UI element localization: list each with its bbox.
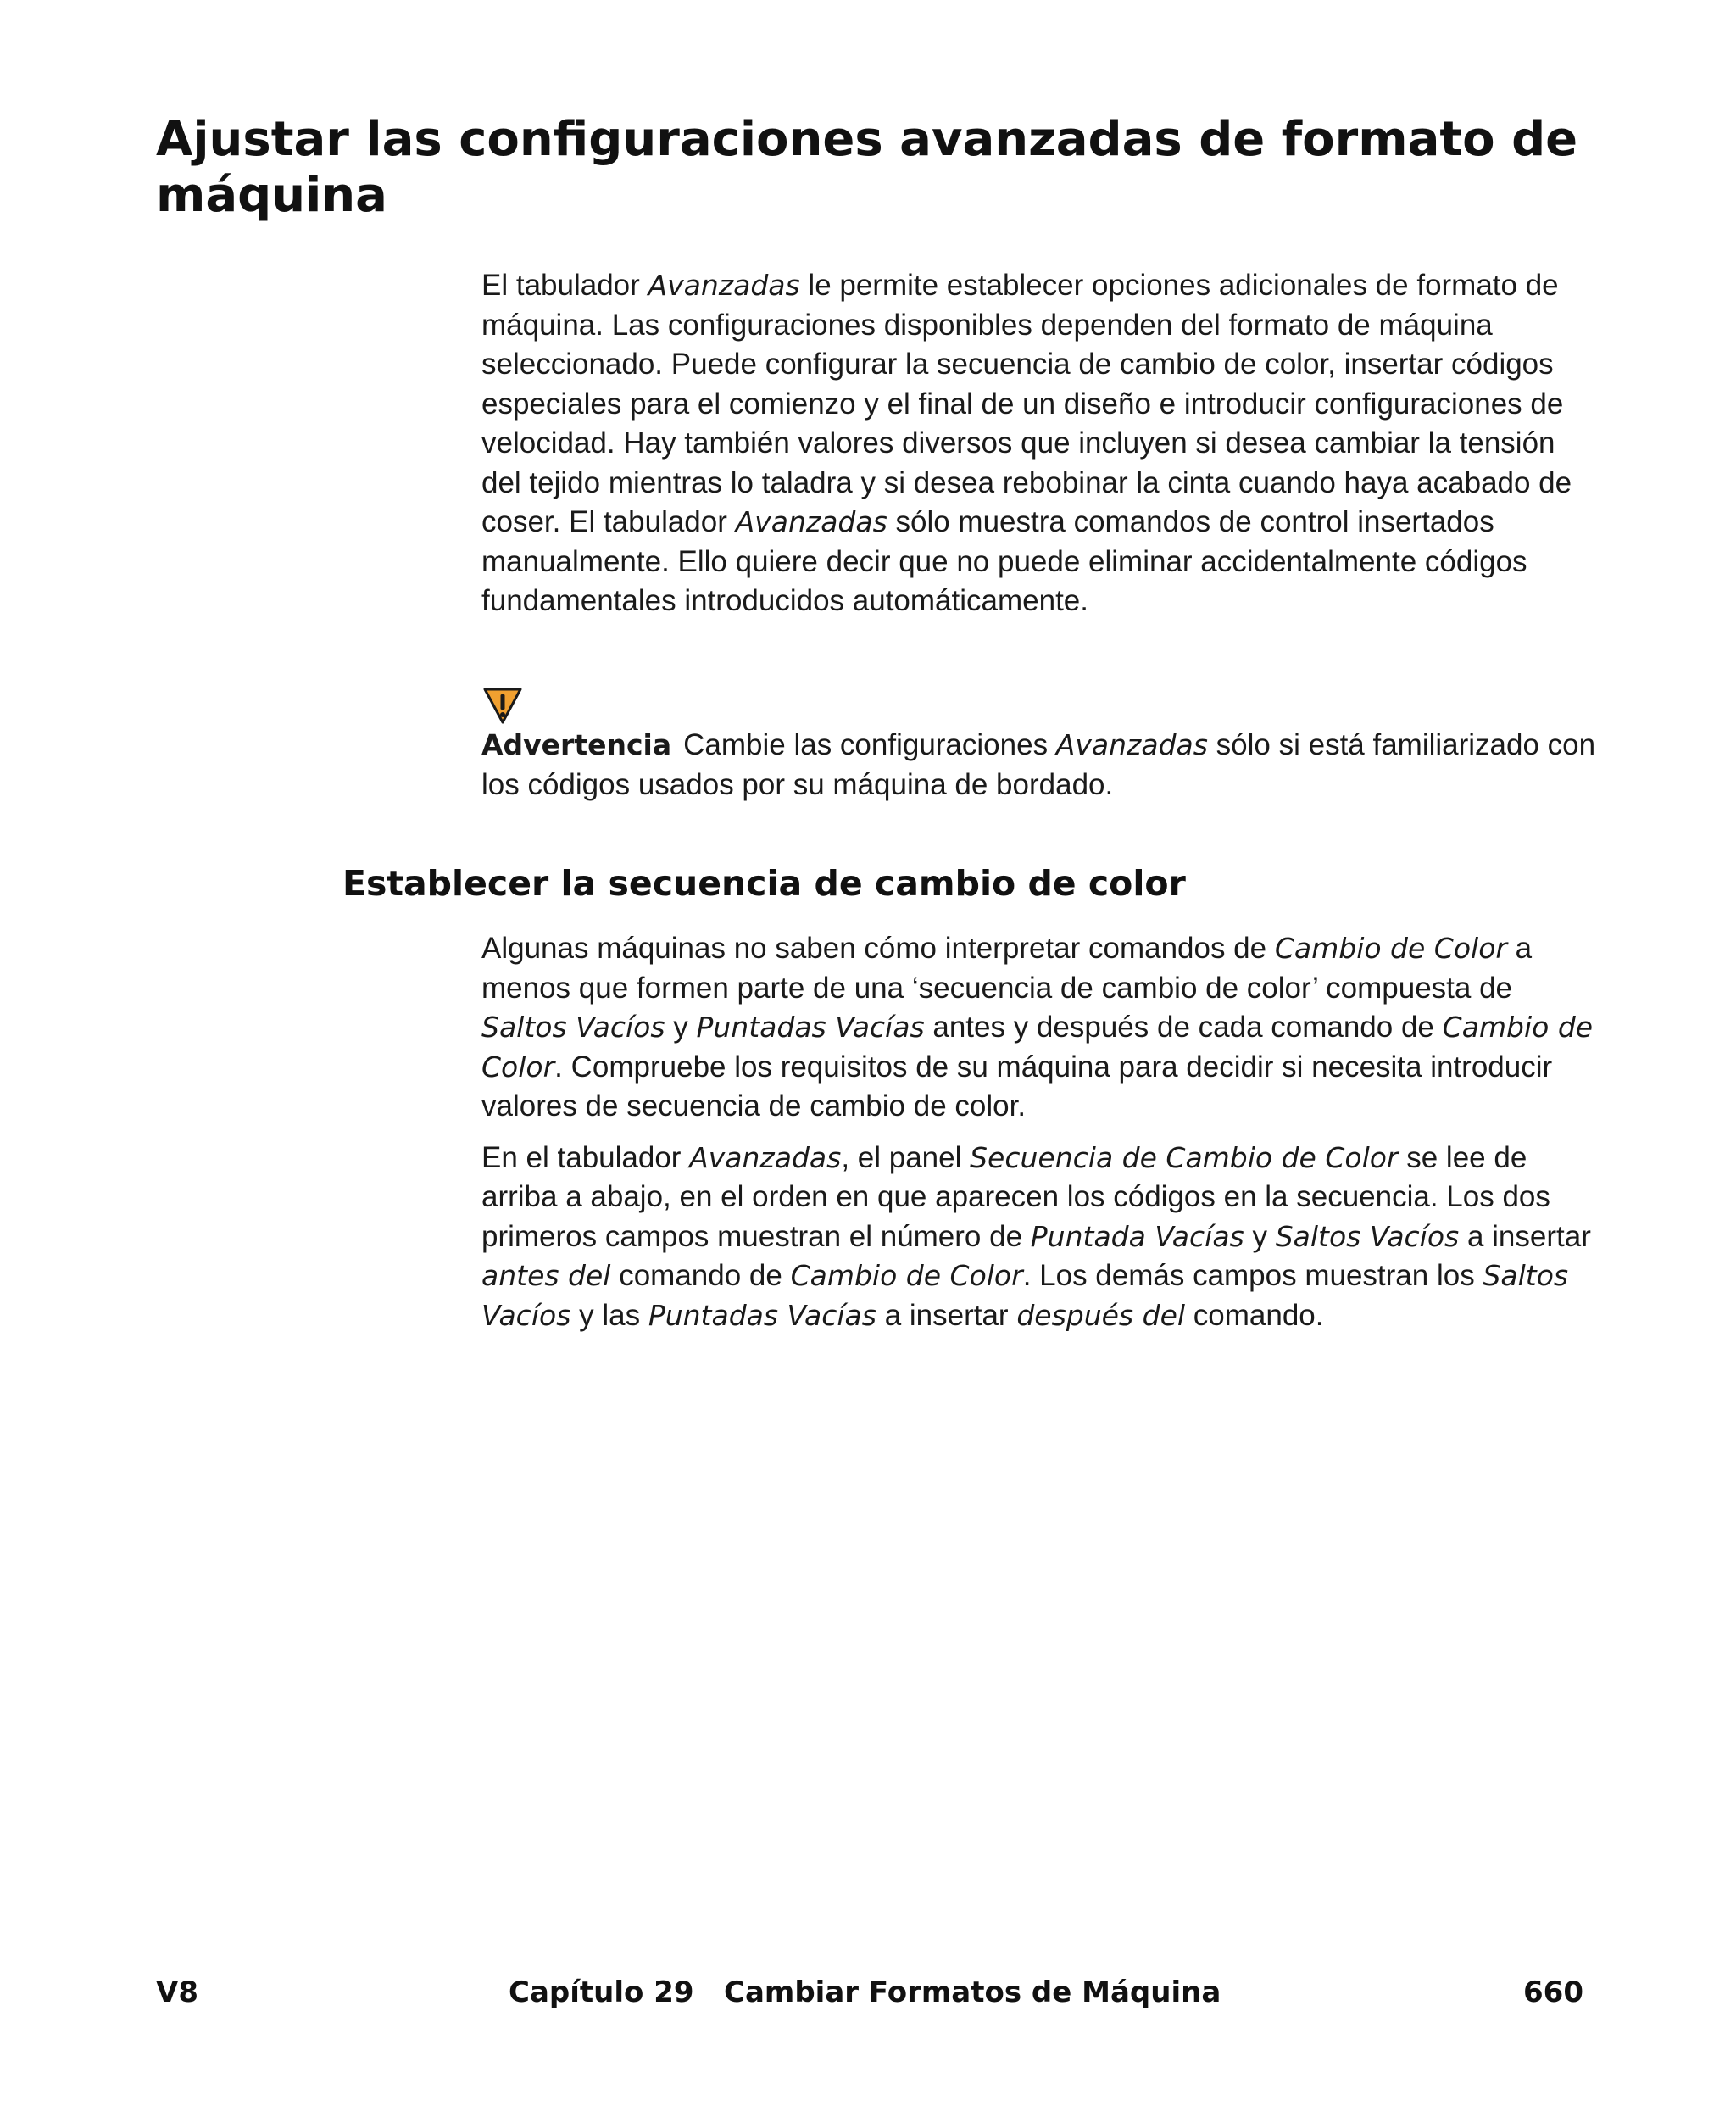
text-run: sólo muestra comandos de control insertados manualmente. Ello quiere decir que no puede eliminar accidentalmente códigos fundamentales introducidos automáticamente.	[481, 505, 1527, 617]
warning-label: Advertencia	[481, 728, 672, 761]
emphasis-text: Secuencia de Cambio de Color	[970, 1140, 1399, 1174]
emphasis-text: después del	[1016, 1298, 1186, 1332]
text-run: . Compruebe los requisitos de su máquina para decidir si necesita introducir valores de secuencia de cambio de color.	[481, 1050, 1553, 1123]
emphasis-text: Avanzadas	[648, 269, 800, 302]
section-body	[481, 929, 1600, 1347]
emphasis-text: Cambio de Color	[481, 1011, 1594, 1084]
section-paragraph-1	[481, 929, 1600, 1127]
footer-version: V8	[156, 1975, 198, 2009]
emphasis-text: Saltos Vacíos	[481, 1259, 1569, 1332]
text-run: antes y después de cada comando de	[924, 1011, 1443, 1044]
text-run: , el panel	[841, 1140, 971, 1174]
footer-chapter: Capítulo 29 Cambiar Formatos de Máquina	[509, 1975, 1221, 2009]
warning-note	[481, 685, 1600, 805]
text-run: y	[665, 1011, 697, 1044]
section-paragraph-2	[481, 1139, 1600, 1336]
emphasis-text: Avanzadas	[735, 505, 887, 538]
text-run: se lee de arriba a abajo, en el orden en que aparecen los códigos en la secuencia. Los dos primeros campos muestran el número de	[481, 1140, 1550, 1253]
text-run: a insertar	[1459, 1219, 1591, 1253]
warning-triangle-icon	[481, 685, 524, 726]
emphasis-text: Puntadas Vacías	[696, 1011, 925, 1044]
intro-paragraph	[481, 266, 1600, 621]
emphasis-text: Avanzadas	[1055, 728, 1208, 761]
text-run: a menos que formen parte de una ‘secuencia de cambio de color’ compuesta de	[481, 932, 1533, 1005]
emphasis-text: Avanzadas	[689, 1140, 842, 1174]
emphasis-text: Cambio de Color	[790, 1259, 1023, 1292]
footer-page-number: 660	[1523, 1975, 1583, 2009]
text-run: El tabulador	[481, 269, 648, 302]
text-run: y	[1244, 1219, 1276, 1253]
text-run: sólo si está familiarizado con los códigos usados por su máquina de bordado.	[481, 728, 1596, 801]
emphasis-text: Cambio de Color	[1274, 932, 1507, 965]
page-footer	[156, 1975, 1583, 2018]
text-run: En el tabulador	[481, 1140, 690, 1174]
section-heading: Establecer la secuencia de cambio de color	[342, 863, 1186, 904]
page-title: Ajustar las configuraciones avanzadas de formato de máquina	[156, 112, 1578, 223]
text-run: Algunas máquinas no saben cómo interpretar comandos de	[481, 932, 1275, 965]
emphasis-text: Puntada Vacías	[1030, 1219, 1244, 1253]
emphasis-text: Saltos Vacíos	[481, 1011, 665, 1044]
text-run: Cambie las configuraciones	[683, 728, 1056, 761]
text-run: le permite establecer opciones adicionales de formato de máquina. Las configuraciones disponibles dependen del formato de máquina seleccionado. Puede configurar la secuencia de cambio de color, insertar códigos especiales para el comienzo y el final de un diseño e introducir configuraciones de velocidad. Hay también valores diversos que incluyen si desea cambiar la tensión del tejido mientras lo taladra y si desea rebobinar la cinta cuando haya acabado de coser. El tabulador	[481, 269, 1572, 538]
warning-text	[481, 726, 1600, 805]
text-run: . Los demás campos muestran los	[1022, 1259, 1483, 1292]
text-run: comando de	[610, 1259, 791, 1292]
emphasis-text: antes del	[481, 1259, 611, 1292]
intro-section	[481, 266, 1600, 633]
emphasis-text: Puntadas Vacías	[648, 1298, 876, 1332]
text-run: y las	[570, 1298, 648, 1332]
text-run: comando.	[1185, 1298, 1324, 1332]
emphasis-text: Saltos Vacíos	[1275, 1219, 1460, 1253]
text-run: a insertar	[876, 1298, 1017, 1332]
